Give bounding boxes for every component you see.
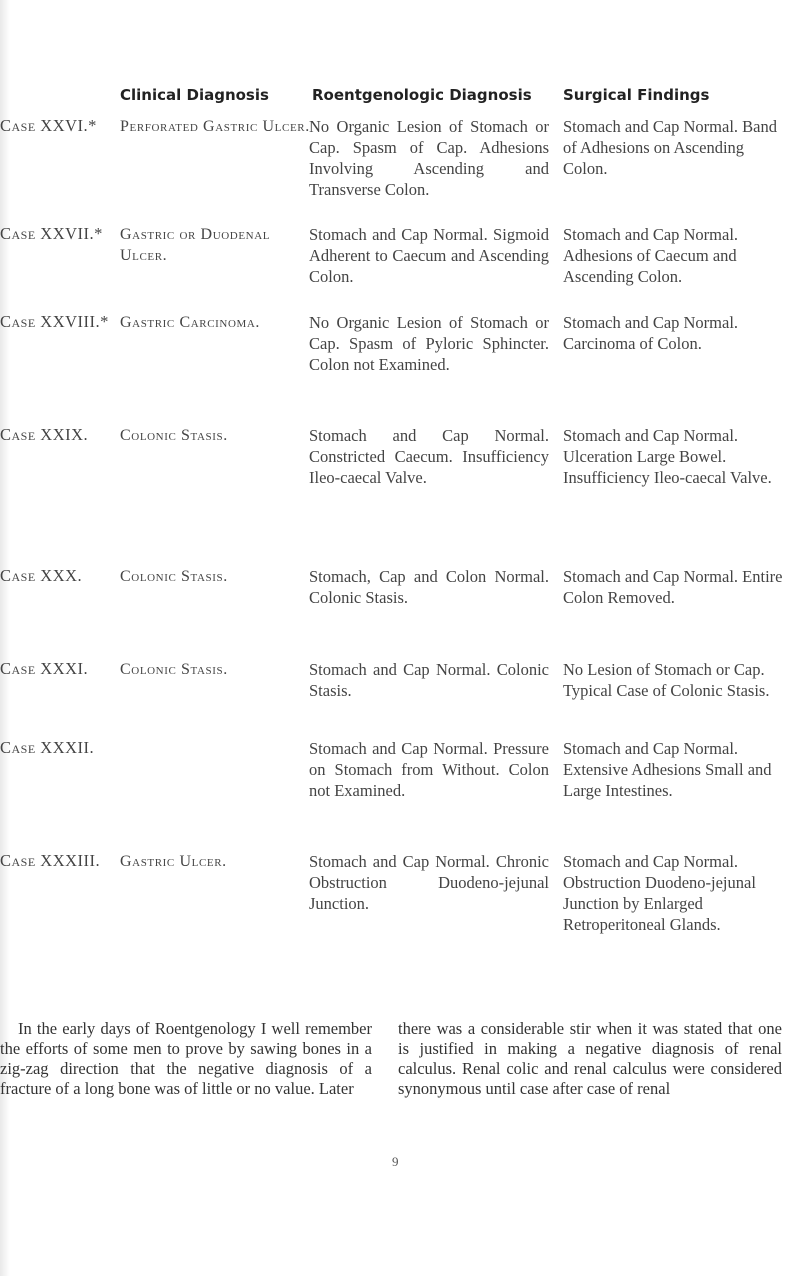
clinical-diagnosis-cell: Colonic Stasis. [120,661,228,678]
surgical-findings-cell: Stomach and Cap Normal. Entire Colon Removed. [563,567,783,607]
body-paragraph-left-column: In the early days of Roentgenology I well remember the efforts of some men to prove by sawing bones in a zig-zag direction that the negative diagnosis of a fracture of a long bone was of little or no value. Later [0,1019,372,1098]
surgical-findings-cell: Stomach and Cap Normal. Band of Adhesions on Ascending Colon. [563,117,778,178]
page-number: 9 [392,1154,399,1169]
case-label: Case XXVI.* [0,116,97,135]
clinical-diagnosis-cell: Gastric or Duodenal Ulcer. [120,226,271,264]
surgical-findings-cell: No Lesion of Stomach or Cap. Typical Case of Colonic Stasis. [563,660,770,700]
header-surgical-findings: Surgical Findings [563,86,710,104]
surgical-findings-cell: Stomach and Cap Normal. Ulceration Large Bowel. Insufficiency Ileo-caecal Valve. [563,426,772,487]
clinical-diagnosis-cell: Perforated Gastric Ulcer. [120,118,310,135]
roentgenologic-diagnosis-cell: Stomach, Cap and Colon Normal. Colonic Stasis. [309,567,549,607]
case-label: Case XXXII. [0,738,95,757]
case-label: Case XXXI. [0,659,89,678]
body-paragraph-right-column: there was a considerable stir when it was stated that one is justified in making a negative diagnosis of renal calculus. Renal colic and renal calculus were considered synonymous until case after case of renal [398,1019,782,1098]
roentgenologic-diagnosis-cell: No Organic Lesion of Stomach or Cap. Spasm of Cap. Adhesions Involving Ascending and Transverse Colon. [309,117,549,199]
roentgenologic-diagnosis-cell: Stomach and Cap Normal. Chronic Obstruction Duodeno-jejunal Junction. [309,852,549,913]
header-roentgenologic-diagnosis: Roentgenologic Diagnosis [312,86,532,104]
table-header [0,86,801,110]
case-label: Case XXXIII. [0,851,101,870]
case-label: Case XXVIII.* [0,312,109,331]
case-label: Case XXX. [0,566,83,585]
roentgenologic-diagnosis-cell: Stomach and Cap Normal. Colonic Stasis. [309,660,549,700]
surgical-findings-cell: Stomach and Cap Normal. Extensive Adhesions Small and Large Intestines. [563,739,772,800]
case-label: Case XXVII.* [0,224,103,243]
roentgenologic-diagnosis-cell: Stomach and Cap Normal. Constricted Caecum. Insufficiency Ileo-caecal Valve. [309,426,549,487]
roentgenologic-diagnosis-cell: Stomach and Cap Normal. Sigmoid Adherent to Caecum and Ascending Colon. [309,225,549,286]
clinical-diagnosis-cell: Gastric Ulcer. [120,853,227,870]
case-label: Case XXIX. [0,425,89,444]
roentgenologic-diagnosis-cell: Stomach and Cap Normal. Pressure on Stomach from Without. Colon not Examined. [309,739,549,800]
header-clinical-diagnosis: Clinical Diagnosis [120,86,269,104]
roentgenologic-diagnosis-cell: No Organic Lesion of Stomach or Cap. Spasm of Pyloric Sphincter. Colon not Examined. [309,313,549,374]
clinical-diagnosis-cell: Gastric Carcinoma. [120,314,261,331]
surgical-findings-cell: Stomach and Cap Normal. Carcinoma of Colon. [563,313,739,353]
clinical-diagnosis-cell: Colonic Stasis. [120,568,228,585]
clinical-diagnosis-cell: Colonic Stasis. [120,427,228,444]
surgical-findings-cell: Stomach and Cap Normal. Obstruction Duodeno-jejunal Junction by Enlarged Retroperitoneal Glands. [563,852,756,934]
surgical-findings-cell: Stomach and Cap Normal. Adhesions of Caecum and Ascending Colon. [563,225,739,286]
